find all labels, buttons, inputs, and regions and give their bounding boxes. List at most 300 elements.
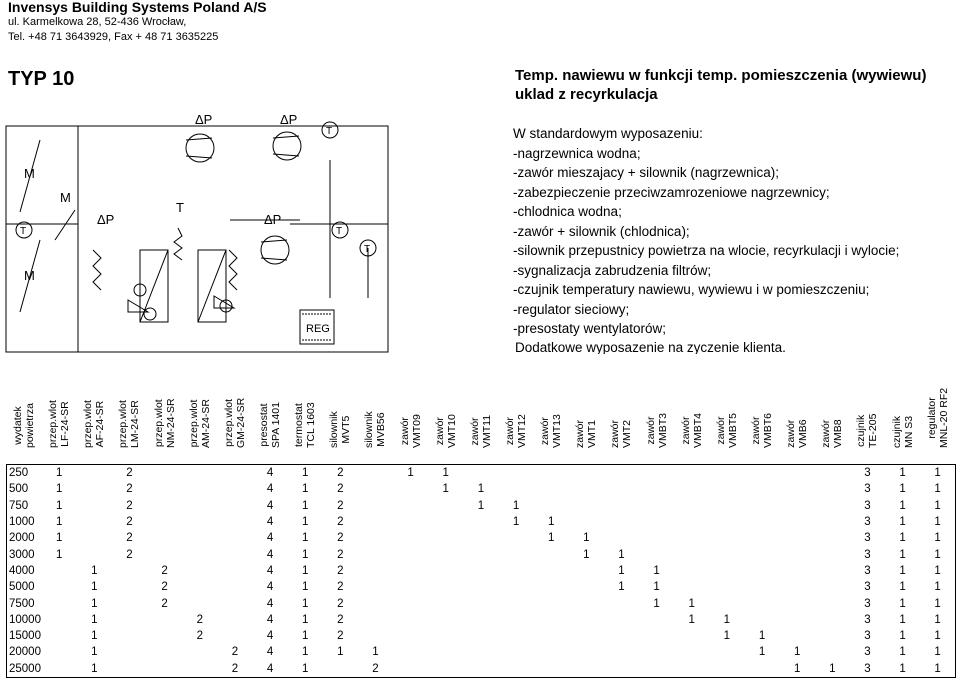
quantity-cell	[498, 579, 533, 595]
t-label-room: T	[364, 244, 371, 255]
quantity-cell	[744, 546, 779, 562]
quantity-cell	[463, 514, 498, 530]
quantity-cell: 1	[301, 532, 309, 545]
column-header	[463, 386, 498, 465]
airflow-cell: 20000	[9, 646, 41, 659]
quantity-cell: 1	[56, 548, 63, 561]
quantity-cell: 4	[266, 613, 274, 626]
quantity-cell: 1	[301, 483, 309, 496]
quantity-cell	[639, 498, 674, 514]
quantity-cell: 1	[547, 516, 555, 529]
quantity-cell	[709, 563, 744, 579]
quantity-cell: 1	[899, 499, 906, 512]
quantity-cell: 2	[231, 662, 239, 675]
quantity-cell	[744, 530, 779, 546]
quantity-cell	[463, 628, 498, 644]
quantity-cell: 1	[934, 532, 941, 545]
quantity-cell: 1	[442, 483, 449, 496]
quantity-cell	[182, 481, 217, 497]
quantity-cell: 3	[864, 597, 871, 610]
quantity-cell	[393, 644, 428, 660]
quantity-cell	[604, 498, 639, 514]
quantity-cell	[112, 595, 147, 611]
quantity-cell	[534, 595, 569, 611]
quantity-cell: 1	[618, 548, 625, 561]
column-header-line: przep.wlot	[47, 400, 60, 448]
quantity-cell: 2	[126, 499, 133, 512]
quantity-cell	[498, 661, 533, 678]
company-address: ul. Karmelkowa 28, 52-436 Wrocław,	[8, 16, 187, 28]
quantity-cell	[182, 644, 217, 660]
column-header-line: VMT12	[516, 414, 529, 448]
quantity-cell	[498, 595, 533, 611]
page-title-line2: uklad z recyrkulacja	[515, 86, 658, 103]
quantity-cell	[77, 465, 112, 482]
table-row	[7, 563, 956, 579]
quantity-cell: 1	[653, 564, 660, 577]
quantity-cell	[674, 661, 709, 678]
column-header-line: TE-205	[867, 413, 880, 448]
quantity-cell	[780, 628, 815, 644]
column-header-line: silownik	[363, 411, 376, 448]
quantity-cell	[674, 563, 709, 579]
column-header-line: MVB56	[375, 412, 388, 447]
quantity-cell	[147, 628, 182, 644]
quantity-cell	[709, 498, 744, 514]
quantity-cell	[569, 465, 604, 482]
quantity-cell: 2	[161, 581, 168, 594]
standard-item: -nagrzewnica wodna;	[513, 145, 641, 161]
quantity-cell	[639, 612, 674, 628]
quantity-cell: 4	[266, 467, 274, 480]
quantity-cell	[815, 546, 850, 562]
quantity-cell	[463, 563, 498, 579]
quantity-cell: 2	[337, 581, 344, 594]
quantity-cell	[182, 465, 217, 482]
quantity-cell	[604, 628, 639, 644]
quantity-cell	[709, 644, 744, 660]
airflow-cell: 5000	[9, 581, 35, 594]
column-header-line: VMBT3	[656, 412, 669, 448]
company-name: Invensys Building Systems Poland A/S	[8, 0, 267, 15]
quantity-cell	[147, 465, 182, 482]
quantity-cell: 1	[337, 646, 344, 659]
table-row	[7, 661, 956, 678]
column-header-line: powietrza	[24, 403, 37, 448]
quantity-cell	[569, 595, 604, 611]
quantity-cell	[815, 644, 850, 660]
quantity-cell	[498, 563, 533, 579]
quantity-cell	[147, 644, 182, 660]
quantity-cell: 1	[688, 613, 695, 626]
column-header-line: zawór	[609, 419, 622, 448]
quantity-cell	[393, 661, 428, 678]
column-header	[744, 386, 779, 465]
quantity-cell: 1	[301, 548, 309, 561]
quantity-cell	[112, 628, 147, 644]
quantity-cell	[815, 481, 850, 497]
quantity-cell: 1	[91, 597, 98, 610]
quantity-cell: 4	[266, 662, 274, 675]
quantity-cell	[428, 612, 463, 628]
standard-item: -sygnalizacja zabrudzenia filtrów;	[513, 262, 712, 278]
quantity-cell	[674, 579, 709, 595]
quantity-cell	[815, 563, 850, 579]
quantity-cell	[358, 579, 393, 595]
quantity-cell	[217, 546, 252, 562]
quantity-cell: 2	[196, 630, 203, 643]
quantity-cell	[217, 530, 252, 546]
quantity-cell: 1	[934, 499, 941, 512]
quantity-cell: 2	[337, 597, 344, 610]
standard-item: -chlodnica wodna;	[513, 204, 622, 219]
quantity-cell: 3	[864, 581, 871, 594]
table-row	[7, 530, 956, 546]
quantity-cell: 1	[653, 581, 660, 594]
quantity-cell	[498, 612, 533, 628]
quantity-cell	[358, 498, 393, 514]
column-header	[42, 386, 77, 465]
quantity-cell	[182, 595, 217, 611]
quantity-cell	[709, 579, 744, 595]
quantity-cell: 1	[899, 630, 906, 643]
quantity-cell: 1	[899, 613, 906, 626]
quantity-cell: 1	[547, 532, 555, 545]
quantity-cell	[780, 498, 815, 514]
quantity-cell: 3	[864, 630, 871, 643]
quantity-cell: 2	[337, 516, 344, 529]
quantity-cell	[604, 612, 639, 628]
quantity-cell: 1	[899, 597, 906, 610]
quantity-cell	[534, 644, 569, 660]
quantity-cell: 1	[301, 564, 309, 577]
quantity-cell	[428, 628, 463, 644]
airflow-cell: 500	[9, 483, 29, 496]
column-header	[674, 386, 709, 465]
quantity-cell	[217, 595, 252, 611]
quantity-cell	[709, 546, 744, 562]
quantity-cell	[428, 530, 463, 546]
column-header-line: zawór	[574, 419, 587, 448]
quantity-cell	[498, 628, 533, 644]
quantity-cell	[463, 546, 498, 562]
quantity-cell: 1	[899, 662, 906, 675]
quantity-cell	[112, 644, 147, 660]
quantity-cell	[182, 563, 217, 579]
column-header-line: VMB6	[797, 419, 810, 448]
quantity-cell	[639, 530, 674, 546]
quantity-cell	[744, 514, 779, 530]
quantity-cell: 4	[266, 516, 274, 529]
quantity-cell: 2	[231, 646, 239, 659]
quantity-cell: 1	[301, 516, 309, 529]
type-label: TYP 10	[8, 68, 75, 90]
column-header-line: VMBT5	[726, 412, 739, 448]
quantity-cell	[674, 644, 709, 660]
quantity-cell	[604, 530, 639, 546]
quantity-cell: 3	[864, 646, 871, 659]
quantity-cell: 1	[91, 581, 98, 594]
column-header-line: VMT13	[551, 414, 564, 448]
quantity-cell	[428, 579, 463, 595]
quantity-cell: 1	[583, 548, 590, 561]
quantity-cell	[780, 563, 815, 579]
quantity-cell	[569, 628, 604, 644]
column-header-line: VMB8	[832, 419, 845, 448]
quantity-cell: 1	[56, 516, 63, 529]
company-phone: Tel. +48 71 3643929, Fax + 48 71 3635225	[8, 31, 219, 43]
column-header	[639, 386, 674, 465]
quantity-cell	[569, 612, 604, 628]
quantity-cell	[42, 563, 77, 579]
quantity-cell	[428, 546, 463, 562]
quantity-cell	[217, 465, 252, 482]
table-row	[7, 498, 956, 514]
quantity-cell	[534, 628, 569, 644]
filter-supply	[93, 250, 101, 290]
quantity-cell: 2	[161, 597, 168, 610]
quantity-cell	[534, 465, 569, 482]
column-header-line: VMT09	[410, 414, 423, 448]
quantity-cell	[217, 612, 252, 628]
quantity-cell	[604, 481, 639, 497]
quantity-cell	[815, 530, 850, 546]
quantity-cell	[112, 612, 147, 628]
quantity-cell: 1	[723, 630, 731, 643]
quantity-cell: 1	[653, 597, 660, 610]
column-header-line: AF-24-SR	[94, 400, 107, 448]
quantity-cell	[358, 612, 393, 628]
quantity-cell	[674, 498, 709, 514]
quantity-cell: 4	[266, 548, 274, 561]
quantity-cell	[815, 465, 850, 482]
quantity-cell: 3	[864, 499, 871, 512]
column-header-line: MNL-20 RF2	[937, 387, 950, 448]
m-label-1: M	[24, 166, 35, 181]
quantity-cell: 2	[161, 564, 168, 577]
airflow-cell: 750	[9, 499, 29, 512]
quantity-cell: 1	[899, 532, 906, 545]
quantity-cell	[639, 628, 674, 644]
quantity-cell: 1	[91, 662, 98, 675]
column-header-line: NM-24-SR	[164, 398, 177, 448]
quantity-cell: 1	[829, 662, 836, 675]
quantity-cell: 3	[864, 662, 871, 675]
quantity-cell: 1	[793, 646, 801, 659]
quantity-cell	[569, 644, 604, 660]
quantity-cell	[428, 498, 463, 514]
quantity-cell	[639, 546, 674, 562]
quantity-cell: 2	[126, 467, 133, 480]
quantity-cell	[815, 514, 850, 530]
quantity-cell	[744, 563, 779, 579]
quantity-cell: 2	[126, 548, 133, 561]
quantity-cell: 3	[864, 532, 871, 545]
dp-label-3: ΔP	[97, 212, 115, 227]
quantity-cell	[112, 579, 147, 595]
column-header-line: MVT5	[340, 415, 353, 444]
quantity-cell	[217, 563, 252, 579]
quantity-cell: 1	[758, 630, 766, 643]
column-header-line: silownik	[328, 411, 341, 448]
quantity-cell	[393, 530, 428, 546]
column-header-line: VMBT6	[762, 412, 775, 448]
airflow-cell: 250	[9, 467, 29, 480]
quantity-cell	[428, 644, 463, 660]
column-header	[780, 386, 815, 465]
quantity-cell: 1	[899, 516, 906, 529]
airflow-cell: 15000	[9, 630, 41, 643]
optional-equipment-note: Dodatkowe wyposazenie na zyczenie klienta.	[515, 340, 786, 354]
quantity-cell: 2	[337, 564, 344, 577]
quantity-cell	[604, 595, 639, 611]
quantity-cell: 1	[618, 564, 625, 577]
quantity-cell	[182, 661, 217, 678]
quantity-cell	[217, 579, 252, 595]
column-header-line: zawór	[539, 417, 552, 446]
quantity-cell	[358, 546, 393, 562]
quantity-cell	[569, 514, 604, 530]
quantity-cell: 1	[301, 662, 309, 675]
column-header-line: LF-24-SR	[59, 401, 72, 447]
quantity-cell	[639, 661, 674, 678]
quantity-cell	[428, 595, 463, 611]
quantity-cell	[780, 546, 815, 562]
quantity-cell: 1	[899, 581, 906, 594]
standard-item: -czujnik temperatury nawiewu, wywiewu i w pomieszczeniu;	[513, 282, 870, 297]
m-label-3: M	[24, 268, 35, 283]
quantity-cell	[393, 514, 428, 530]
quantity-cell	[780, 530, 815, 546]
quantity-cell	[147, 498, 182, 514]
page-title-line1: Temp. nawiewu w funkcji temp. pomieszczenia (wywiewu)	[515, 67, 927, 84]
column-header	[147, 386, 182, 465]
quantity-cell: 2	[126, 516, 133, 529]
column-header	[850, 386, 885, 465]
quantity-cell: 1	[934, 597, 941, 610]
quantity-cell: 1	[583, 532, 590, 545]
quantity-cell: 2	[126, 483, 133, 496]
quantity-cell: 1	[91, 646, 98, 659]
quantity-cell	[780, 465, 815, 482]
quantity-cell: 1	[618, 581, 625, 594]
column-header-line: zawór	[433, 417, 446, 446]
quantity-cell: 3	[864, 564, 871, 577]
quantity-cell: 1	[934, 581, 941, 594]
quantity-cell	[744, 579, 779, 595]
column-header-line: przep.wlot	[152, 399, 165, 448]
recirculation-damper	[55, 210, 75, 240]
table-row	[7, 595, 956, 611]
quantity-cell	[674, 465, 709, 482]
column-header-line: zawór	[504, 417, 517, 446]
quantity-cell: 1	[301, 467, 309, 480]
column-header	[323, 386, 358, 465]
quantity-cell	[147, 514, 182, 530]
quantity-cell	[780, 612, 815, 628]
quantity-cell	[463, 465, 498, 482]
quantity-cell	[534, 563, 569, 579]
quantity-cell	[112, 563, 147, 579]
quantity-cell	[77, 546, 112, 562]
column-header	[77, 386, 112, 465]
quantity-cell: 2	[337, 548, 344, 561]
quantity-cell	[604, 644, 639, 660]
quantity-cell	[217, 498, 252, 514]
quantity-cell	[42, 628, 77, 644]
quantity-cell: 1	[56, 532, 63, 545]
column-header	[534, 386, 569, 465]
quantity-cell	[217, 514, 252, 530]
column-header	[569, 386, 604, 465]
quantity-cell: 4	[266, 532, 274, 545]
quantity-cell: 2	[196, 613, 203, 626]
quantity-cell	[639, 514, 674, 530]
column-header-line: VMT11	[480, 414, 493, 448]
quantity-cell	[463, 644, 498, 660]
airflow-cell: 1000	[9, 516, 35, 529]
quantity-cell	[709, 530, 744, 546]
column-header-line: termostat	[293, 403, 306, 448]
quantity-cell: 1	[899, 548, 906, 561]
column-header	[182, 386, 217, 465]
quantity-cell: 1	[407, 467, 414, 480]
table-row	[7, 481, 956, 497]
standard-item: -zawór + silownik (chlodnica);	[513, 223, 690, 239]
quantity-cell	[569, 563, 604, 579]
standard-item: -zabezpieczenie przeciwzamrozeniowe nagrzewnicy;	[513, 184, 830, 200]
quantity-cell: 1	[723, 613, 731, 626]
quantity-cell: 1	[301, 630, 309, 643]
dp-label-1: ΔP	[195, 112, 213, 127]
hvac-schematic	[0, 100, 505, 360]
quantity-cell	[780, 481, 815, 497]
m-label-2: M	[60, 190, 71, 205]
quantity-cell	[77, 514, 112, 530]
quantity-cell: 4	[266, 483, 274, 496]
quantity-cell	[498, 465, 533, 482]
airflow-cell: 10000	[9, 613, 41, 626]
standard-item: -zawór mieszajacy + silownik (nagrzewnica);	[513, 165, 779, 180]
heater-valve	[128, 300, 148, 312]
quantity-cell: 1	[934, 548, 941, 561]
t-label-frost: T	[176, 200, 184, 215]
quantity-cell: 1	[934, 467, 941, 480]
quantity-cell	[182, 514, 217, 530]
quantity-cell: 1	[758, 646, 766, 659]
quantity-cell: 3	[864, 467, 871, 480]
quantity-cell	[604, 661, 639, 678]
column-header-line: zawór	[679, 416, 692, 445]
quantity-cell: 3	[864, 483, 871, 496]
quantity-cell	[674, 514, 709, 530]
column-header-line: VMT10	[445, 414, 458, 448]
quantity-cell	[358, 628, 393, 644]
quantity-cell: 2	[126, 532, 133, 545]
quantity-cell	[709, 514, 744, 530]
table-row	[7, 465, 956, 482]
column-header	[217, 386, 252, 465]
quantity-cell: 1	[934, 613, 941, 626]
column-header-line: zawór	[820, 419, 833, 448]
column-header-line: wydatek	[12, 406, 25, 445]
column-header-line: przep.wlot	[82, 400, 95, 448]
column-header	[709, 386, 744, 465]
column-header-line: przep.wlot	[187, 399, 200, 448]
quantity-cell	[358, 514, 393, 530]
quantity-cell	[639, 481, 674, 497]
quantity-cell: 1	[934, 662, 941, 675]
